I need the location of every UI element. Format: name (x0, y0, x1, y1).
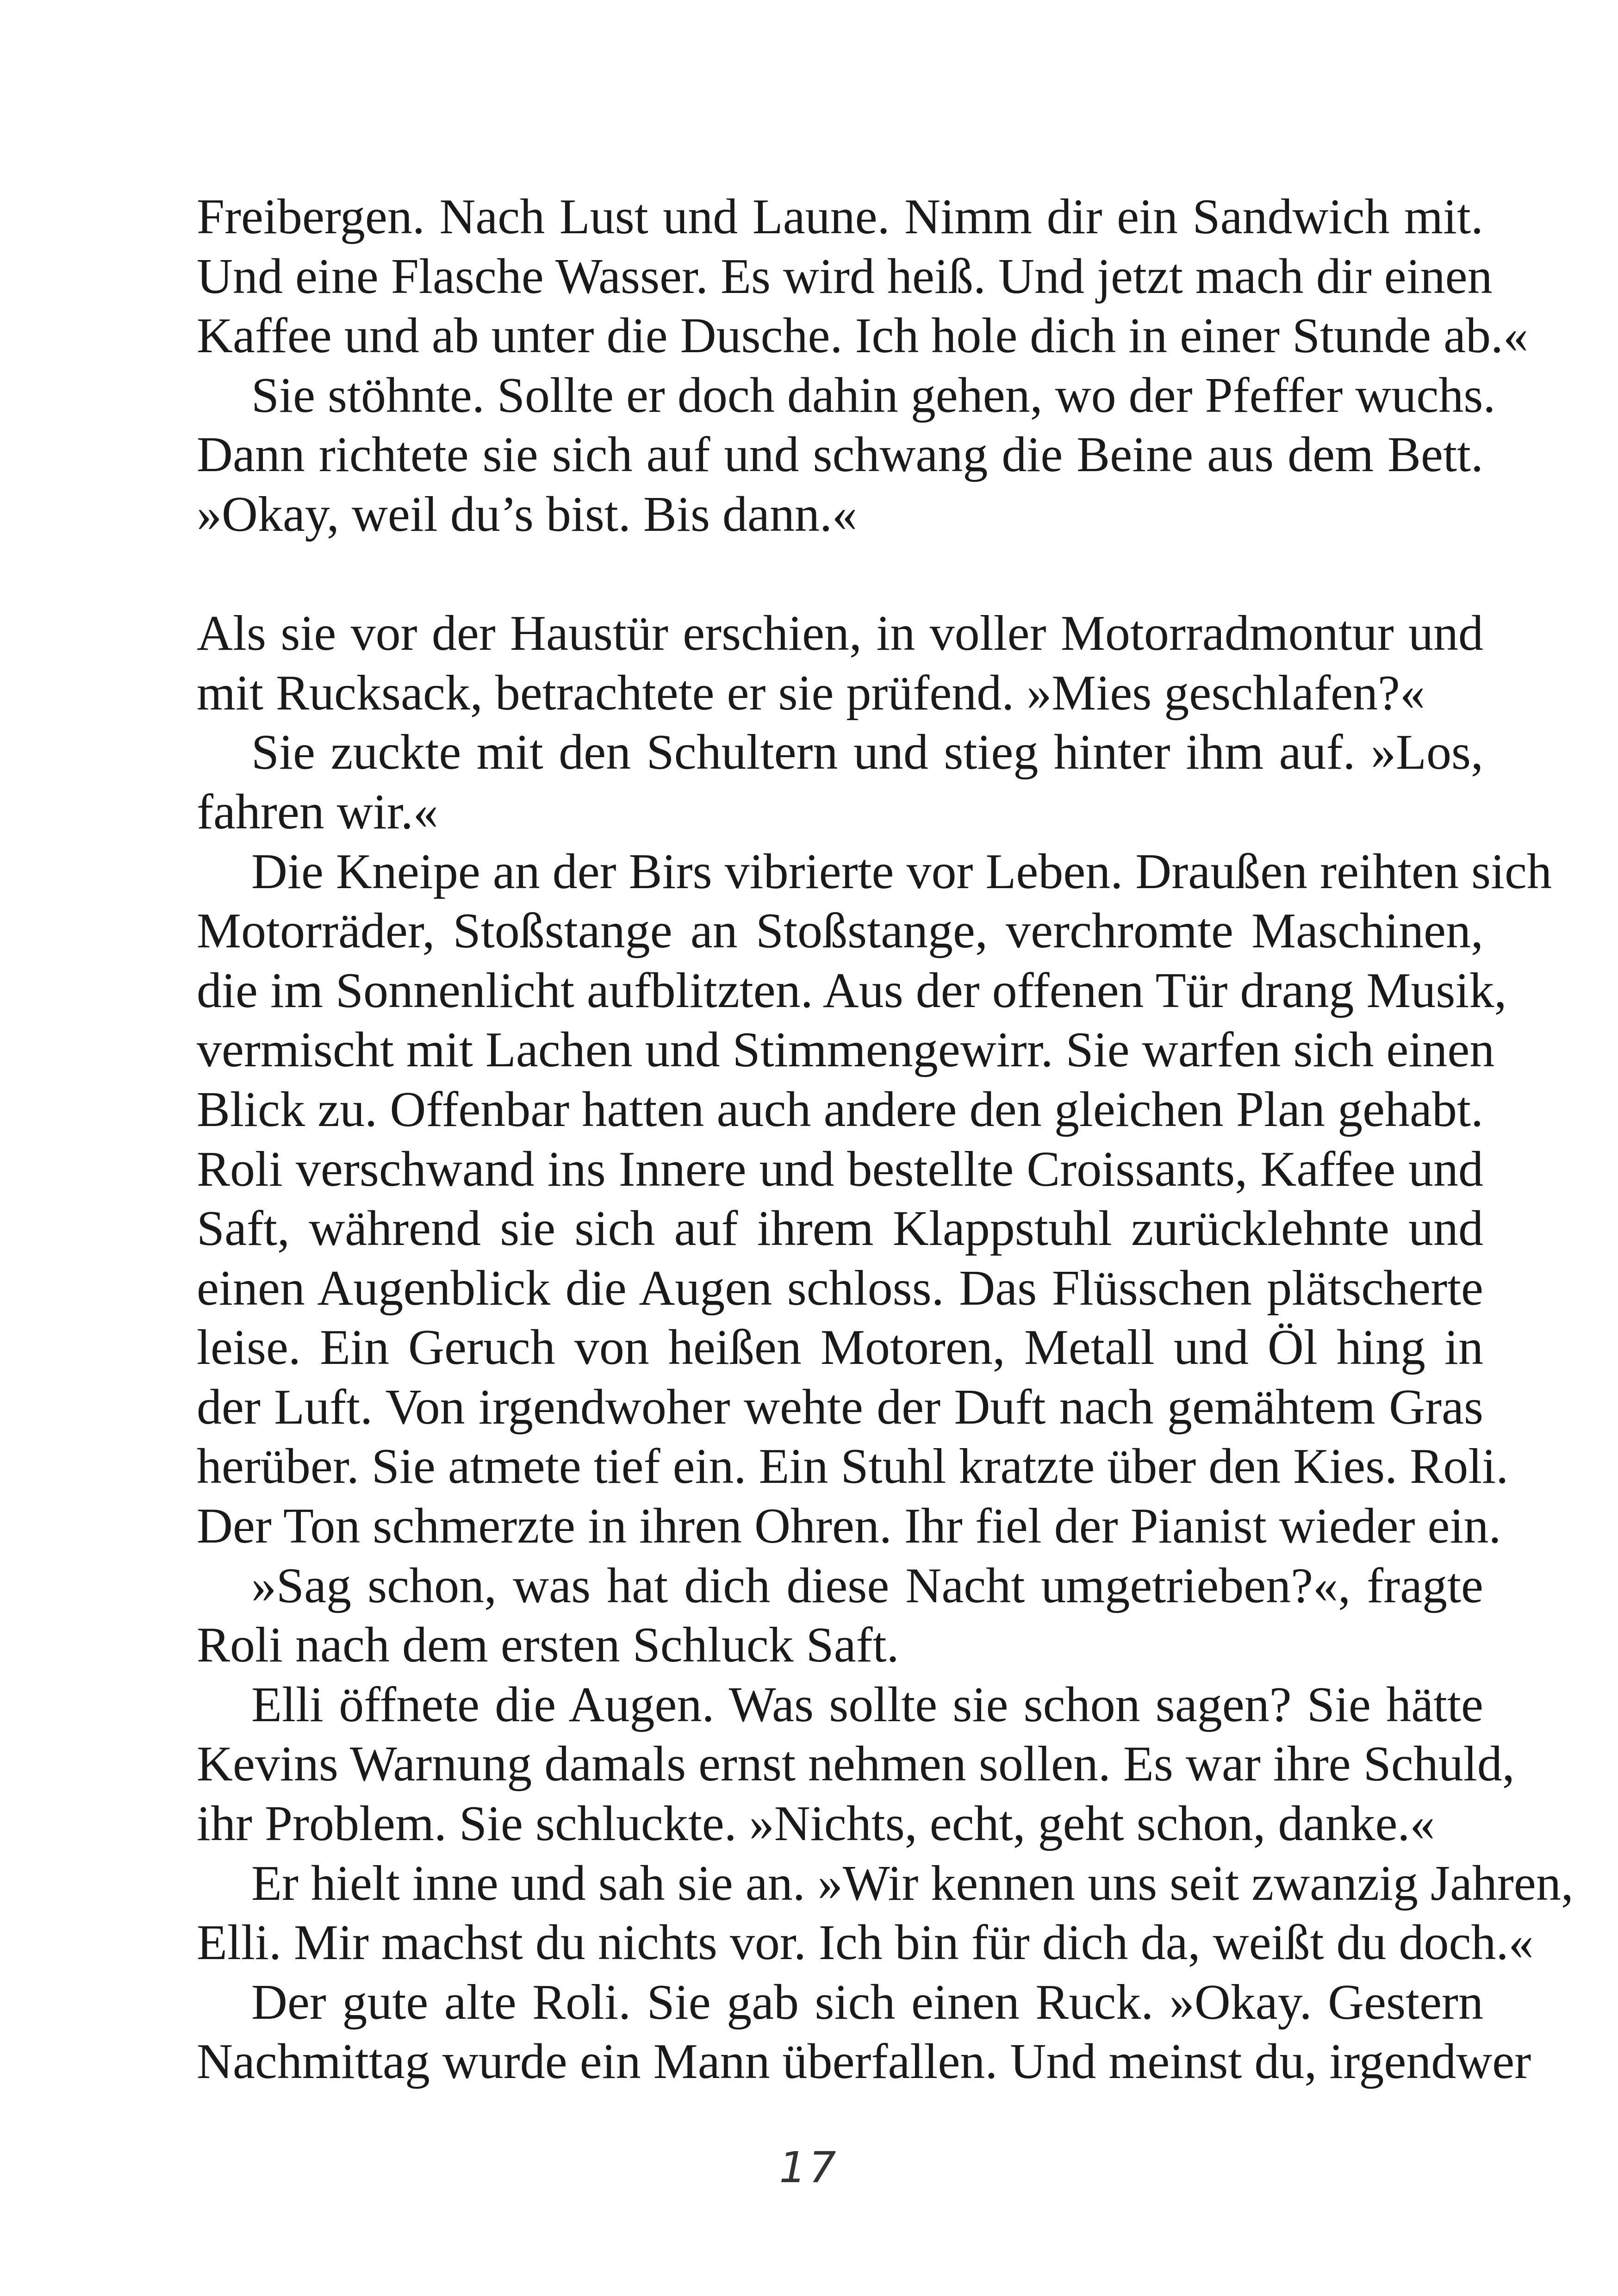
text-line: Kevins Warnung damals ernst nehmen sollen. Es war ihre Schuld, (197, 1736, 1515, 1792)
text-line: mit Rucksack, betrachtete er sie prüfend. »Mies geschlafen?« (197, 665, 1425, 721)
text-line: der Luft. Von irgendwoher wehte der Duft nach gemähtem Gras (197, 1379, 1483, 1435)
text-line: vermischt mit Lachen und Stimmengewirr. Sie warfen sich einen (197, 1022, 1495, 1078)
text-line: Kaffee und ab unter die Dusche. Ich hole dich in einer Stunde ab.« (197, 308, 1529, 364)
text-line: Motorräder, Stoßstange an Stoßstange, verchromte Maschinen, (197, 903, 1483, 959)
text-line: herüber. Sie atmete tief ein. Ein Stuhl kratzte über den Kies. Roli. (197, 1439, 1509, 1494)
text-line: Nachmittag wurde ein Mann überfallen. Und meinst du, irgendwer (197, 2034, 1531, 2090)
text-line: Der Ton schmerzte in ihren Ohren. Ihr fiel der Pianist wieder ein. (197, 1499, 1501, 1554)
text-line: Elli öffnete die Augen. Was sollte sie schon sagen? Sie hätte (251, 1677, 1483, 1732)
text-line: Als sie vor der Haustür erschien, in voller Motorradmontur und (197, 606, 1483, 661)
text-line: fahren wir.« (197, 784, 438, 840)
text-line: einen Augenblick die Augen schloss. Das Flüsschen plätscherte (197, 1260, 1483, 1316)
text-line: Elli. Mir machst du nichts vor. Ich bin für dich da, weißt du doch.« (197, 1915, 1534, 1971)
text-line: Freibergen. Nach Lust und Laune. Nimm dir ein Sandwich mit. (197, 189, 1483, 244)
text-line: Dann richtete sie sich auf und schwang die Beine aus dem Bett. (197, 427, 1483, 483)
book-page-text (197, 187, 1574, 2092)
text-line: leise. Ein Geruch von heißen Motoren, Metall und Öl hing in (197, 1320, 1483, 1375)
text-line: Saft, während sie sich auf ihrem Klappstuhl zurücklehnte und (197, 1201, 1483, 1257)
text-line: die im Sonnenlicht aufblitzten. Aus der offenen Tür drang Musik, (197, 963, 1507, 1018)
text-line: Roli nach dem ersten Schluck Saft. (197, 1618, 899, 1673)
section-break (197, 545, 1483, 604)
text-line: Blick zu. Offenbar hatten auch andere den gleichen Plan gehabt. (197, 1082, 1483, 1137)
text-line: Und eine Flasche Wasser. Es wird heiß. Und jetzt mach dir einen (197, 249, 1493, 304)
text-line: Roli verschwand ins Innere und bestellte Croissants, Kaffee und (197, 1141, 1483, 1197)
text-line: Die Kneipe an der Birs vibrierte vor Leben. Draußen reihten sich (251, 844, 1552, 899)
text-line: ihr Problem. Sie schluckte. »Nichts, echt, geht schon, danke.« (197, 1796, 1435, 1852)
text-line: Sie stöhnte. Sollte er doch dahin gehen, wo der Pfeffer wuchs. (251, 367, 1496, 423)
text-line: Der gute alte Roli. Sie gab sich einen Ruck. »Okay. Gestern (251, 1974, 1483, 2030)
page-number: 17 (779, 2143, 839, 2192)
text-line: Sie zuckte mit den Schultern und stieg hinter ihm auf. »Los, (251, 725, 1483, 780)
text-line: »Okay, weil du’s bist. Bis dann.« (197, 486, 857, 542)
text-line: Er hielt inne und sah sie an. »Wir kennen uns seit zwanzig Jahren, (251, 1855, 1574, 1911)
text-line: »Sag schon, was hat dich diese Nacht umgetrieben?«, fragte (251, 1558, 1483, 1613)
